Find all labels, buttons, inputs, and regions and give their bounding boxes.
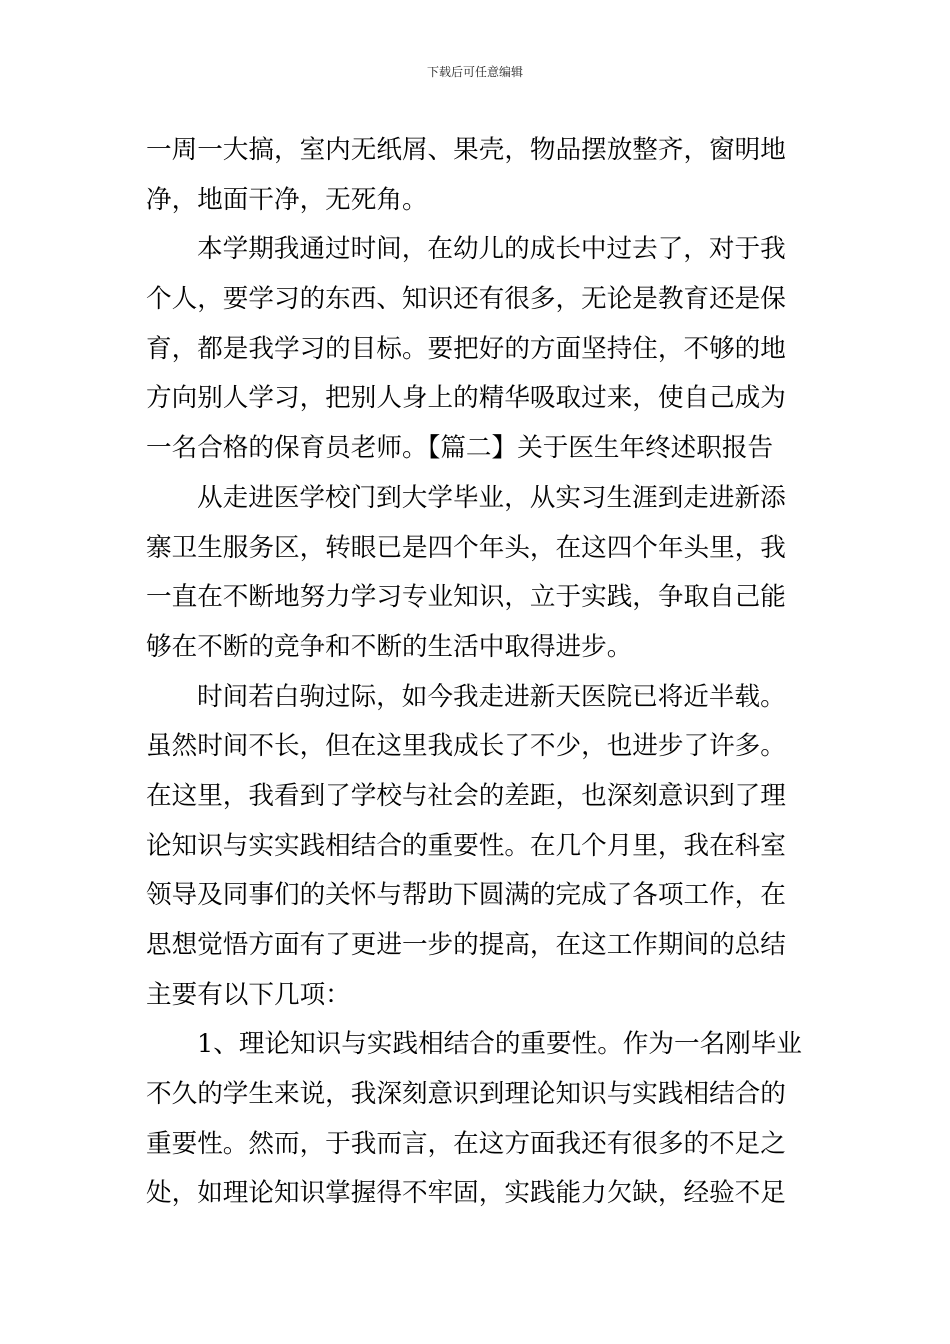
text-line: 处，如理论知识掌握得不牢固，实践能力欠缺，经验不足 xyxy=(146,1178,786,1209)
text-line: 思想觉悟方面有了更进一步的提高，在这工作期间的总结 xyxy=(146,930,786,960)
text-line: 净，地面干净，无死角。 xyxy=(146,184,428,215)
text-line: 虽然时间不长，但在这里我成长了不少，也进步了许多。 xyxy=(146,731,786,762)
paragraph-start-line: 从走进医学校门到大学毕业，从实习生涯到走进新添 xyxy=(197,482,786,513)
paragraph-start-line: 1、理论知识与实践相结合的重要性。作为一名刚毕业 xyxy=(197,1029,802,1060)
text-line: 论知识与实实践相结合的重要性。在几个月里，我在科室 xyxy=(146,830,786,861)
text-line: 一周一大搞，室内无纸屑、果壳，物品摆放整齐，窗明地 xyxy=(146,135,786,165)
document-body xyxy=(146,126,810,1219)
page-header: 下载后可任意编辑 xyxy=(426,65,523,79)
text-line: 够在不断的竞争和不断的生活中取得进步。 xyxy=(146,631,633,662)
text-line: 不久的学生来说，我深刻意识到理论知识与实践相结合的 xyxy=(146,1079,786,1110)
paragraph-start-line: 本学期我通过时间，在幼儿的成长中过去了，对于我 xyxy=(197,234,786,265)
text-line: 个人，要学习的东西、知识还有很多，无论是教育还是保 xyxy=(146,284,786,315)
text-line: 一名合格的保育员老师。【篇二】关于医生年终述职报告 xyxy=(146,433,774,464)
paragraph-start-line: 时间若白驹过际，如今我走进新天医院已将近半载。 xyxy=(197,681,786,712)
text-line: 育，都是我学习的目标。要把好的方面坚持住，不够的地 xyxy=(146,333,786,364)
text-line: 方向别人学习，把别人身上的精华吸取过来，使自己成为 xyxy=(146,383,786,414)
text-line: 寨卫生服务区，转眼已是四个年头，在这四个年头里，我 xyxy=(146,532,786,563)
text-line: 一直在不断地努力学习专业知识，立于实践，争取自己能 xyxy=(146,582,786,613)
text-line: 主要有以下几项： xyxy=(146,979,351,1010)
text-line: 在这里，我看到了学校与社会的差距，也深刻意识到了理 xyxy=(146,780,786,811)
text-line: 领导及同事们的关怀与帮助下圆满的完成了各项工作，在 xyxy=(146,880,786,911)
text-line: 重要性。然而，于我而言，在这方面我还有很多的不足之 xyxy=(146,1128,786,1159)
